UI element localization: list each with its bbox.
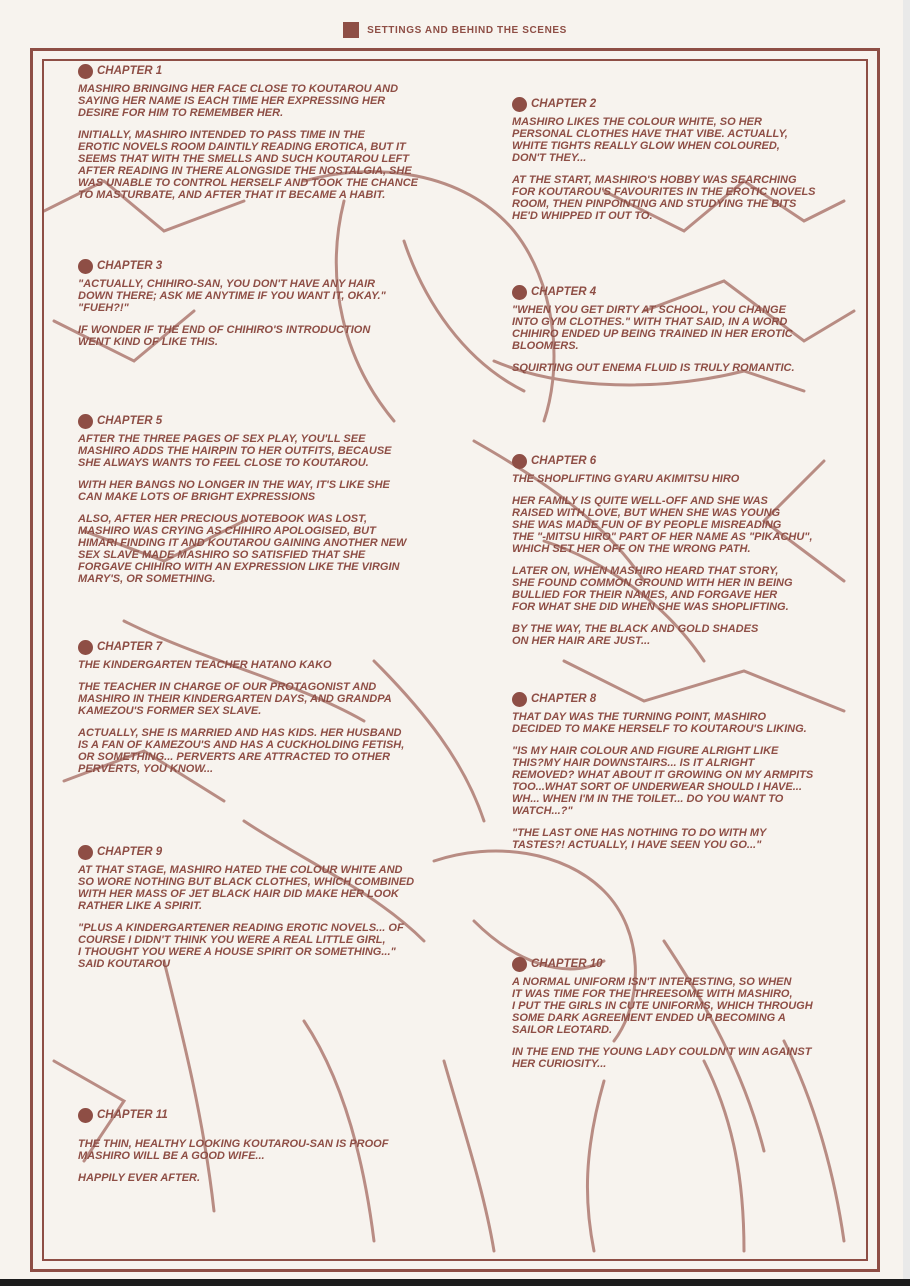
paragraph: HAPPILY EVER AFTER. xyxy=(78,1172,201,1184)
paragraph: THE THIN, HEALTHY LOOKING KOUTAROU-SAN IS PROOF MASHIRO WILL BE A GOOD WIFE... xyxy=(78,1138,389,1162)
chapter-title: CHAPTER 6 xyxy=(531,455,597,467)
bullet-icon xyxy=(512,97,527,112)
paragraph: SQUIRTING OUT ENEMA FLUID IS TRULY ROMANTIC. xyxy=(512,362,795,374)
paragraph: THE SHOPLIFTING GYARU AKIMITSU HIRO xyxy=(512,473,740,485)
paragraph: AT THAT STAGE, MASHIRO HATED THE COLOUR WHITE AND SO WORE NOTHING BUT BLACK CLOTHES, WHICH COMBINED WITH HER MASS OF JET BLACK HAIR DID MAKE HER LOOK RATHER LIKE A SPIRIT. xyxy=(78,864,415,912)
paragraph: WITH HER BANGS NO LONGER IN THE WAY, IT'S LIKE SHE CAN MAKE LOTS OF BRIGHT EXPRESSIONS xyxy=(78,479,390,503)
bullet-icon xyxy=(512,957,527,972)
paragraph: MASHIRO LIKES THE COLOUR WHITE, SO HER PERSONAL CLOTHES HAVE THAT VIBE. ACTUALLY, WHITE TIGHTS REALLY GLOW WHEN COLOURED, DON'T THEY... xyxy=(512,116,788,164)
paragraph: ACTUALLY, SHE IS MARRIED AND HAS KIDS. HER HUSBAND IS A FAN OF KAMEZOU'S AND HAS A CUCKHOLDING FETISH, OR SOMETHING... PERVERTS ARE ATTRACTED TO OTHER PERVERTS, YOU KNOW... xyxy=(78,727,405,775)
bullet-icon xyxy=(78,414,93,429)
chapter-11-section xyxy=(78,1106,478,1194)
paragraph: LATER ON, WHEN MASHIRO HEARD THAT STORY, SHE FOUND COMMON GROUND WITH HER IN BEING BULLIED FOR THEIR NAMES, AND FORGAVE HER FOR WHAT SHE DID WHEN SHE WAS SHOPLIFTING. xyxy=(512,565,793,613)
bullet-icon xyxy=(78,259,93,274)
paragraph: HER FAMILY IS QUITE WELL-OFF AND SHE WAS RAISED WITH LOVE, BUT WHEN SHE WAS YOUNG SHE WAS MADE FUN OF BY PEOPLE MISREADING THE "-MITSU HIRO" PART OF HER NAME AS "PIKACHU", WHICH SET HER OFF ON THE WRONG PATH. xyxy=(512,495,813,555)
paragraph: AFTER THE THREE PAGES OF SEX PLAY, YOU'LL SEE MASHIRO ADDS THE HAIRPIN TO HER OUTFITS, BECAUSE SHE ALWAYS WANTS TO FEEL CLOSE TO KOUTAROU. xyxy=(78,433,392,469)
square-icon xyxy=(343,22,359,38)
chapter-6-section xyxy=(512,452,910,657)
chapter-5-section xyxy=(78,412,478,595)
paragraph: "ACTUALLY, CHIHIRO-SAN, YOU DON'T HAVE ANY HAIR DOWN THERE; ASK ME ANYTIME IF YOU WANT IT, OKAY." "FUEH?!" xyxy=(78,278,386,314)
chapter-title: CHAPTER 11 xyxy=(97,1109,168,1121)
paragraph: IN THE END THE YOUNG LADY COULDN'T WIN AGAINST HER CURIOSITY... xyxy=(512,1046,812,1070)
paragraph: A NORMAL UNIFORM ISN'T INTERESTING, SO WHEN IT WAS TIME FOR THE THREESOME WITH MASHIRO, I PUT THE GIRLS IN CUTE UNIFORMS, WHICH THROUGH SOME DARK AGREEMENT ENDED UP BECOMING A SAILOR LEOTARD. xyxy=(512,976,813,1036)
bullet-icon xyxy=(512,285,527,300)
chapter-10-section xyxy=(512,955,910,1080)
paragraph: BY THE WAY, THE BLACK AND GOLD SHADES ON HER HAIR ARE JUST... xyxy=(512,623,759,647)
chapter-7-section xyxy=(78,638,478,785)
chapter-3-section xyxy=(78,257,478,358)
bullet-icon xyxy=(78,845,93,860)
chapter-4-section xyxy=(512,283,910,384)
chapter-title: CHAPTER 8 xyxy=(531,693,597,705)
right-page-edge xyxy=(903,0,910,1286)
bullet-icon xyxy=(512,454,527,469)
page-header xyxy=(0,20,910,40)
bullet-icon xyxy=(512,692,527,707)
chapter-title: CHAPTER 2 xyxy=(531,98,597,110)
paragraph: "IS MY HAIR COLOUR AND FIGURE ALRIGHT LIKE THIS?MY HAIR DOWNSTAIRS... IS IT ALRIGHT REMOVED? WHAT ABOUT IT GROWING ON MY ARMPITS TOO...WHAT SORT OF UNDERWEAR SHOULD I HAVE... WH... WHEN I'M IN THE TOILET... DO YOU WANT TO WATCH...?" xyxy=(512,745,814,817)
bullet-icon xyxy=(78,1108,93,1123)
paragraph: THE TEACHER IN CHARGE OF OUR PROTAGONIST AND MASHIRO IN THEIR KINDERGARTEN DAYS, AND GRANDPA KAMEZOU'S FORMER SEX SLAVE. xyxy=(78,681,392,717)
paragraph: IF WONDER IF THE END OF CHIHIRO'S INTRODUCTION WENT KIND OF LIKE THIS. xyxy=(78,324,371,348)
bottom-page-edge xyxy=(0,1279,910,1286)
chapter-title: CHAPTER 7 xyxy=(97,641,163,653)
paragraph: ALSO, AFTER HER PRECIOUS NOTEBOOK WAS LOST, MASHIRO WAS CRYING AS CHIHIRO APOLOGISED, BUT HIMARI FINDING IT AND KOUTAROU GAINING ANOTHER NEW SEX SLAVE MADE MASHIRO SO SATISFIED THAT SHE FORGAVE CHIHIRO WITH AN EXPRESSION LIKE THE VIRGIN MARY'S, OR SOMETHING. xyxy=(78,513,407,585)
paragraph: THAT DAY WAS THE TURNING POINT, MASHIRO DECIDED TO MAKE HERSELF TO KOUTAROU'S LIKING. xyxy=(512,711,807,735)
chapter-title: CHAPTER 3 xyxy=(97,260,163,272)
chapter-title: CHAPTER 9 xyxy=(97,846,163,858)
page-title: SETTINGS AND BEHIND THE SCENES xyxy=(367,24,567,36)
paragraph: "THE LAST ONE HAS NOTHING TO DO WITH MY TASTES?! ACTUALLY, I HAVE SEEN YOU GO..." xyxy=(512,827,767,851)
chapter-1-section xyxy=(78,62,478,211)
bullet-icon xyxy=(78,640,93,655)
chapter-title: CHAPTER 5 xyxy=(97,415,163,427)
chapter-2-section xyxy=(512,95,910,232)
paragraph: AT THE START, MASHIRO'S HOBBY WAS SEARCHING FOR KOUTAROU'S FAVOURITES IN THE EROTIC NOVELS ROOM, THEN PINPOINTING AND STUDYING THE BITS HE'D WHIPPED IT OUT TO. xyxy=(512,174,816,222)
chapter-9-section xyxy=(78,843,478,980)
paragraph: "WHEN YOU GET DIRTY AT SCHOOL, YOU CHANGE INTO GYM CLOTHES." WITH THAT SAID, IN A WORD CHIHIRO ENDED UP BEING TRAINED IN HER EROTIC BLOOMERS. xyxy=(512,304,793,352)
chapter-title: CHAPTER 10 xyxy=(531,958,603,970)
chapter-title: CHAPTER 4 xyxy=(531,286,597,298)
chapter-title: CHAPTER 1 xyxy=(97,65,163,77)
paragraph: "PLUS A KINDERGARTENER READING EROTIC NOVELS... OF COURSE I DIDN'T THINK YOU WERE A REAL LITTLE GIRL, I THOUGHT YOU WERE A HOUSE SPIRIT OR SOMETHING..." SAID KOUTAROU xyxy=(78,922,404,970)
chapter-8-section xyxy=(512,690,910,861)
bullet-icon xyxy=(78,64,93,79)
paragraph: INITIALLY, MASHIRO INTENDED TO PASS TIME IN THE EROTIC NOVELS ROOM DAINTILY READING EROTICA, BUT IT SEEMS THAT WITH THE SMELLS AND SUCH KOUTAROU LEFT AFTER READING IN THERE ALONGSIDE THE NOSTALGIA, SHE WAS UNABLE TO CONTROL HERSELF AND TOOK THE CHANCE TO MASTURBATE, AND AFTER THAT IT BECAME A HABIT. xyxy=(78,129,418,201)
paragraph: MASHIRO BRINGING HER FACE CLOSE TO KOUTAROU AND SAYING HER NAME IS EACH TIME HER EXPRESSING HER DESIRE FOR HIM TO REMEMBER HER. xyxy=(78,83,399,119)
paragraph: THE KINDERGARTEN TEACHER HATANO KAKO xyxy=(78,659,332,671)
